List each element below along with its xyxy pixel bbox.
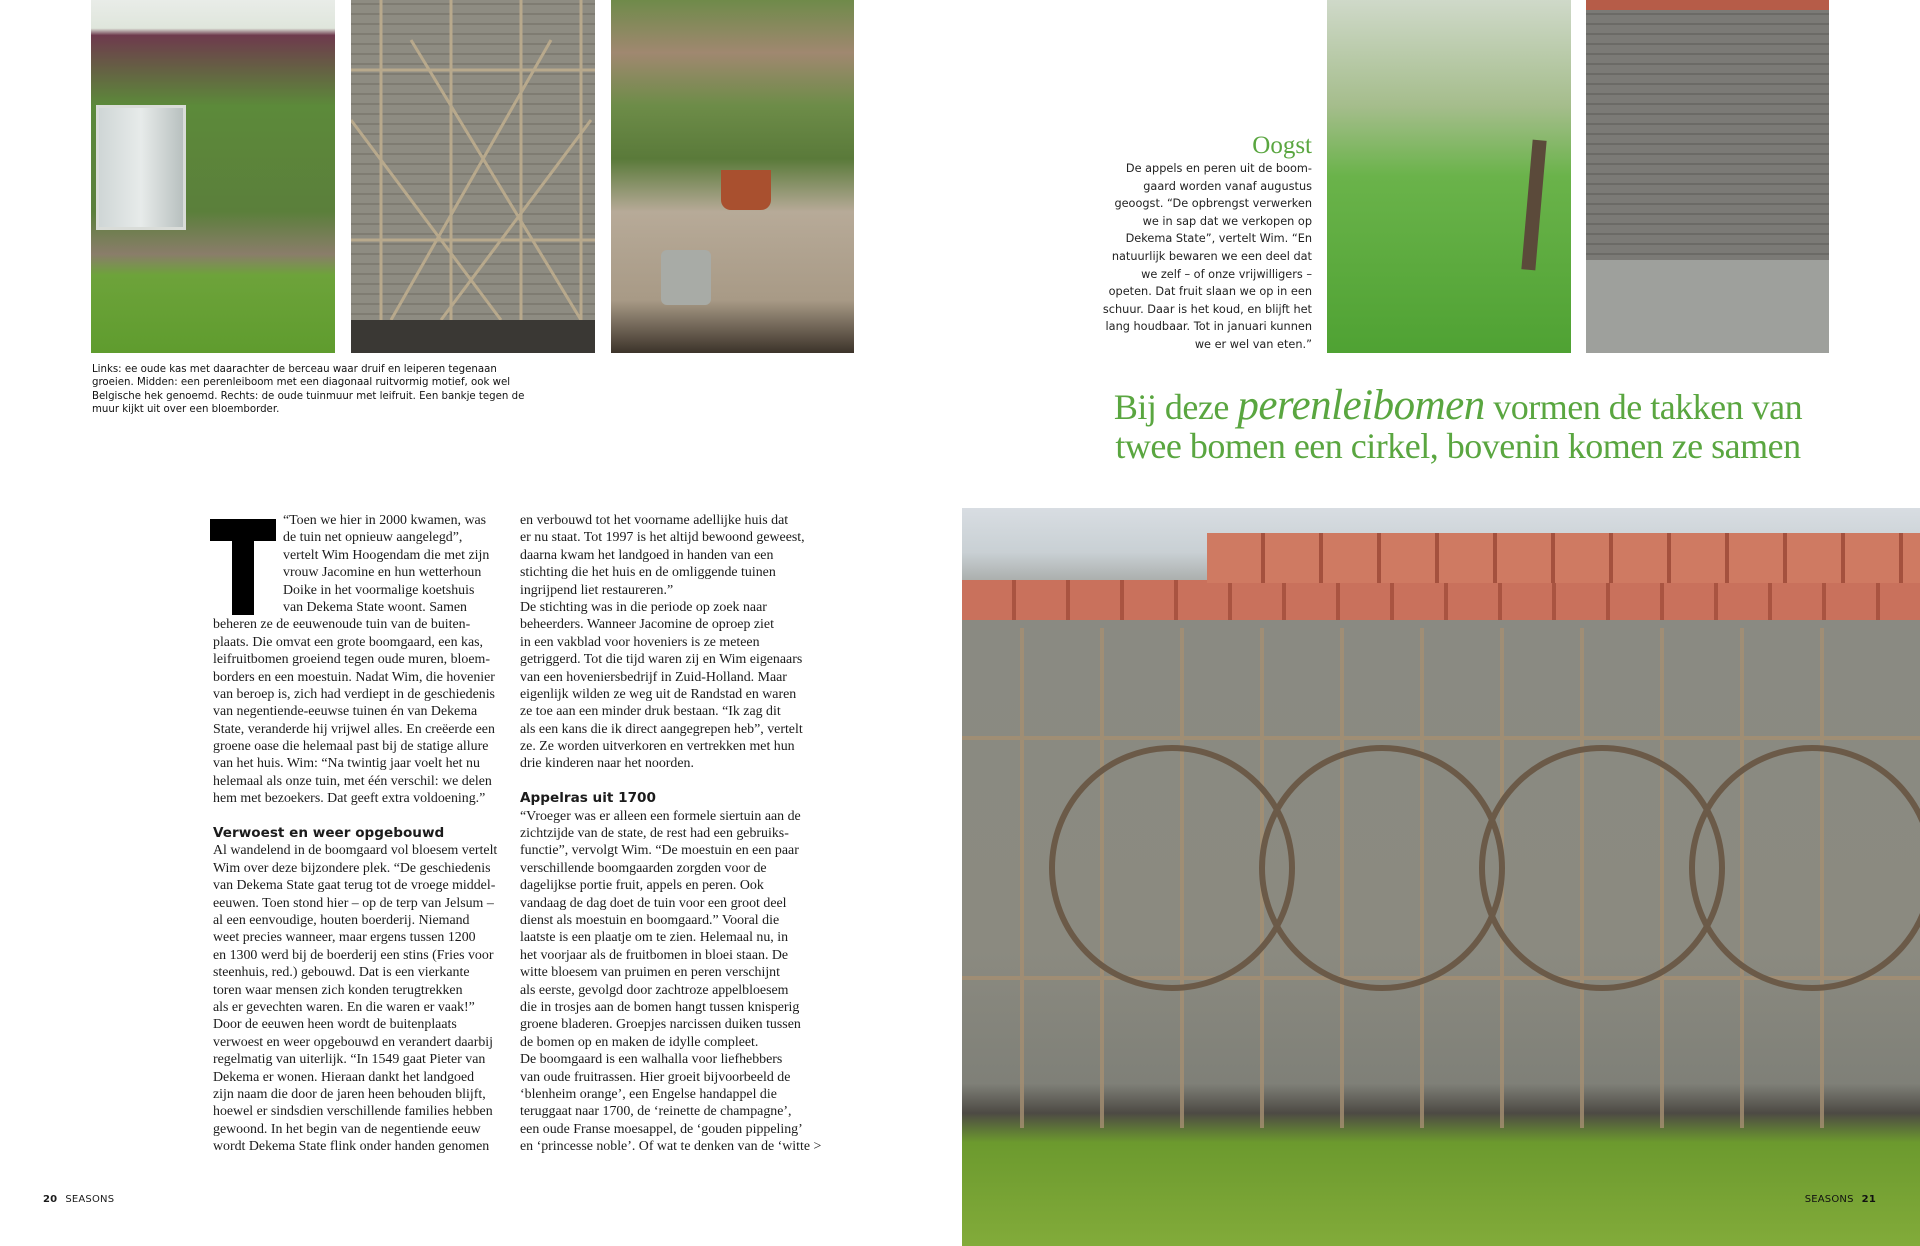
text-line: borders en een moestuin. Nadat Wim, die hovenier bbox=[213, 669, 495, 685]
text-line: vrouw Jacomine en hun wetterhoun bbox=[283, 565, 482, 581]
text-line: drie kinderen naar het noorden. bbox=[520, 756, 694, 772]
text-line: en ‘princesse noble’. Of wat te denken van de ‘witte > bbox=[520, 1139, 822, 1155]
oogst-box bbox=[1052, 132, 1312, 354]
text-line: als eerste, gevolgd door zachtroze appelbloesem bbox=[520, 982, 789, 998]
photo-caption: Links: ee oude kas met daarachter de berceau waar druif en leiperen tegenaan groeien. Midden: een perenleiboom met een diagonaal ruitvormig motief, ook wel Belgische hek genoemd. Rechts: de oude tuinmuur met leifruit. Een bankje tegen de muur kijkt uit over een bloemborder. bbox=[92, 364, 525, 415]
text-line: hem met bezoekers. Dat geeft extra voldoening.” bbox=[213, 791, 486, 807]
text-line: die in trosjes aan de bomen hangt tussen knisperig bbox=[520, 999, 800, 1015]
text-line: als een kans die ik direct aangegrepen heb”, vertelt bbox=[520, 721, 803, 737]
folio-left bbox=[43, 1194, 114, 1205]
text-line: gewoond. In het begin van de negentiende eeuw bbox=[213, 1121, 481, 1137]
text-line: dagelijkse portie fruit, appels en peren. Ook bbox=[520, 878, 764, 894]
page-number: 21 bbox=[1861, 1194, 1876, 1205]
pull-quote bbox=[1058, 382, 1858, 466]
text-line: lang houdbaar. Tot in januari kunnen bbox=[1105, 320, 1312, 334]
espalier-trees bbox=[962, 508, 1920, 1246]
text-line: de bomen op en maken de idylle compleet. bbox=[520, 1034, 759, 1050]
text-line: geoogst. “De opbrengst verwerken bbox=[1114, 197, 1312, 211]
text-line: stichting die het huis en de omliggende tuinen bbox=[520, 565, 776, 581]
text-line: eigenlijk wilden ze weg uit de Randstad en waren bbox=[520, 686, 797, 702]
photo-espalier-wall bbox=[351, 0, 595, 353]
text-line: functie”, vervolgt Wim. “De moestuin en een paar bbox=[520, 843, 799, 859]
text-line: natuurlijk bewaren we een deel dat bbox=[1111, 249, 1312, 263]
oogst-title: Oogst bbox=[1252, 132, 1312, 159]
flower-pot bbox=[721, 170, 771, 210]
watering-can bbox=[661, 250, 711, 305]
text-line: getriggerd. Tot die tijd waren zij en Wim eigenaars bbox=[520, 652, 803, 668]
text-line: we zelf – of onze vrijwilligers – bbox=[1141, 267, 1312, 281]
pull-quote-emphasis: perenleibomen bbox=[1237, 382, 1485, 429]
pull-quote-pre: Bij deze bbox=[1113, 387, 1238, 427]
text-line: toren waar mensen zich konden terugtrekken bbox=[213, 982, 463, 998]
text-line: van Dekema State gaat terug tot de vroege middel- bbox=[213, 878, 496, 894]
text-line: ingrijpend liet restaureren.” bbox=[520, 582, 674, 598]
text-line: plaats. Die omvat een grote boomgaard, een kas, bbox=[213, 634, 483, 650]
body-column-2 bbox=[520, 512, 821, 1155]
text-line: wordt Dekema State flink onder handen genomen bbox=[213, 1139, 490, 1155]
text-line: witte bloesem van pruimen en peren verschijnt bbox=[520, 965, 780, 981]
text-line: Dekema State”, vertelt Wim. “En bbox=[1125, 232, 1312, 246]
text-line: Doike in het voormalige koetshuis bbox=[283, 582, 475, 598]
text-line: en 1300 werd bij de boerderij een stins (Fries voor bbox=[213, 947, 494, 963]
subheading: Verwoest en weer opgebouwd bbox=[213, 825, 445, 842]
text-line: Al wandelend in de boomgaard vol bloesem vertelt bbox=[213, 843, 498, 859]
text-line: leifruitbomen groeiend tegen oude muren, bloem- bbox=[213, 652, 490, 668]
text-line: helemaal als onze tuin, met één verschil: we delen bbox=[213, 773, 492, 789]
text-line: van oude fruitrassen. Hier groeit bijvoorbeeld de bbox=[520, 1069, 791, 1085]
page-number: 20 bbox=[43, 1194, 58, 1205]
text-line: opeten. Dat fruit slaan we op in een bbox=[1108, 285, 1312, 299]
text-line: zichtzijde van de state, de rest had een gebruiks- bbox=[520, 826, 789, 842]
text-line: van een hoveniersbedrijf in Zuid-Holland. Maar bbox=[520, 669, 787, 685]
text-line: weet precies wanneer, maar ergens tussen 1200 bbox=[213, 930, 476, 946]
text-line: Dekema er wonen. Hieraan dankt het landgoed bbox=[213, 1069, 475, 1085]
text-line: beheren ze de eeuwenoude tuin van de buiten- bbox=[213, 617, 471, 633]
text-line: schuur. Daar is het koud, en blijft het bbox=[1102, 302, 1312, 316]
photo-orchard bbox=[1327, 0, 1571, 353]
text-line: zijn naam die door de jaren heen behouden blijft, bbox=[213, 1086, 486, 1102]
folio-magazine-name: SEASONS bbox=[1804, 1194, 1854, 1205]
text-line: er nu staat. Tot 1997 is het altijd bewoond geweest, bbox=[520, 530, 805, 546]
text-line: ze. Ze worden uitverkoren en vertrekken met hun bbox=[520, 739, 795, 755]
text-line: vertelt Wim Hoogendam die met zijn bbox=[283, 547, 490, 563]
text-line: van Dekema State woont. Samen bbox=[283, 599, 468, 615]
text-line: verwoest en weer opgebouwd en verandert daarbij bbox=[213, 1034, 494, 1050]
body-column-1 bbox=[213, 512, 497, 1155]
photo-pear-espalier-wall bbox=[962, 508, 1920, 1246]
text-line: van het huis. Wim: “Na twintig jaar voelt het nu bbox=[213, 756, 480, 772]
folio-right bbox=[1805, 1194, 1884, 1205]
text-line: vandaag de dag doet de tuin voor een groot deel bbox=[520, 895, 787, 911]
text-line: ze toe aan een minder druk bestaan. “Ik zag dit bbox=[520, 704, 781, 720]
text-line: we in sap dat we verkopen op bbox=[1142, 214, 1312, 228]
text-line: De stichting was in die periode op zoek naar bbox=[520, 599, 767, 615]
text-line: “Toen we hier in 2000 kwamen, was bbox=[283, 513, 487, 528]
text-line: als er gevechten waren. En die waren er vaak!” bbox=[213, 999, 475, 1015]
text-line: regelmatig van uiterlijk. “In 1549 gaat Pieter van bbox=[213, 1052, 486, 1068]
text-line: van beroep is, zich had verdiept in de geschiedenis bbox=[213, 686, 495, 702]
text-line: hoewel er sindsdien verschillende families hebben bbox=[213, 1104, 493, 1120]
text-line: teruggaat naar 1700, de ‘reinette de champagne’, bbox=[520, 1104, 792, 1120]
text-line: gaard worden vanaf augustus bbox=[1143, 179, 1312, 193]
text-line: beheerders. Wanneer Jacomine de oproep ziet bbox=[520, 617, 774, 633]
text-line: een oude Franse moesappel, de ‘gouden pippeling’ bbox=[520, 1121, 803, 1137]
text-line: steenhuis, red.) gebouwd. Dat is een vierkante bbox=[213, 965, 470, 981]
photo-pink-espalier bbox=[1586, 0, 1829, 353]
text-line: groene oase die helemaal past bij de statige allure bbox=[213, 739, 489, 755]
text-line: dienst als moestuin en boomgaard.” Vooral die bbox=[520, 912, 780, 928]
text-line: we er wel van eten.” bbox=[1194, 337, 1312, 351]
text-line: ‘blenheim orange’, een Engelse handappel die bbox=[520, 1086, 777, 1102]
pull-quote-line2: twee bomen een cirkel, bovenin komen ze samen bbox=[1115, 426, 1801, 466]
text-line: het voorjaar als de fruitbomen in bloei staan. De bbox=[520, 947, 789, 963]
text-line: Wim over deze bijzondere plek. “De geschiedenis bbox=[213, 860, 491, 876]
photo-garden-pots bbox=[611, 0, 854, 353]
wall-base bbox=[1586, 260, 1829, 353]
subheading: Appelras uit 1700 bbox=[520, 790, 656, 807]
folio-magazine-name: SEASONS bbox=[65, 1194, 115, 1205]
text-line: Door de eeuwen heen wordt de buitenplaats bbox=[213, 1017, 457, 1033]
tree-trunk bbox=[1521, 140, 1546, 271]
text-line: de tuin net opnieuw aangelegd”, bbox=[283, 530, 463, 546]
text-line: De boomgaard is een walhalla voor liefhebbers bbox=[520, 1052, 783, 1068]
text-line: De appels en peren uit de boom- bbox=[1125, 162, 1312, 175]
pull-quote-post: vormen de takken van bbox=[1484, 387, 1803, 427]
text-line: State, veranderde hij vrijwel alles. En creëerde een bbox=[213, 721, 495, 737]
text-line: van negentiende-eeuwse tuinen én van Dekema bbox=[213, 704, 478, 720]
text-line: “Vroeger was er alleen een formele siertuin aan de bbox=[520, 808, 801, 824]
text-line: in een vakblad voor hoveniers is ze meteen bbox=[520, 634, 760, 650]
greenhouse bbox=[96, 105, 186, 230]
text-line: verschillende boomgaarden zorgden voor de bbox=[520, 860, 767, 876]
text-line: laatste is een plaatje om te zien. Helemaal nu, in bbox=[520, 930, 789, 946]
text-line: groene bladeren. Groepjes narcissen duiken tussen bbox=[520, 1017, 801, 1033]
text-line: en verbouwd tot het voorname adellijke huis dat bbox=[520, 513, 789, 528]
text-line: daarna kwam het landgoed in handen van een bbox=[520, 547, 774, 563]
wall-coping bbox=[1586, 0, 1829, 10]
espalier-lattice bbox=[351, 0, 595, 353]
photo-greenhouse bbox=[91, 0, 335, 353]
text-line: eeuwen. Toen stond hier – op de terp van Jelsum – bbox=[213, 895, 494, 911]
text-line: al een eenvoudige, houten boerderij. Niemand bbox=[213, 912, 470, 928]
